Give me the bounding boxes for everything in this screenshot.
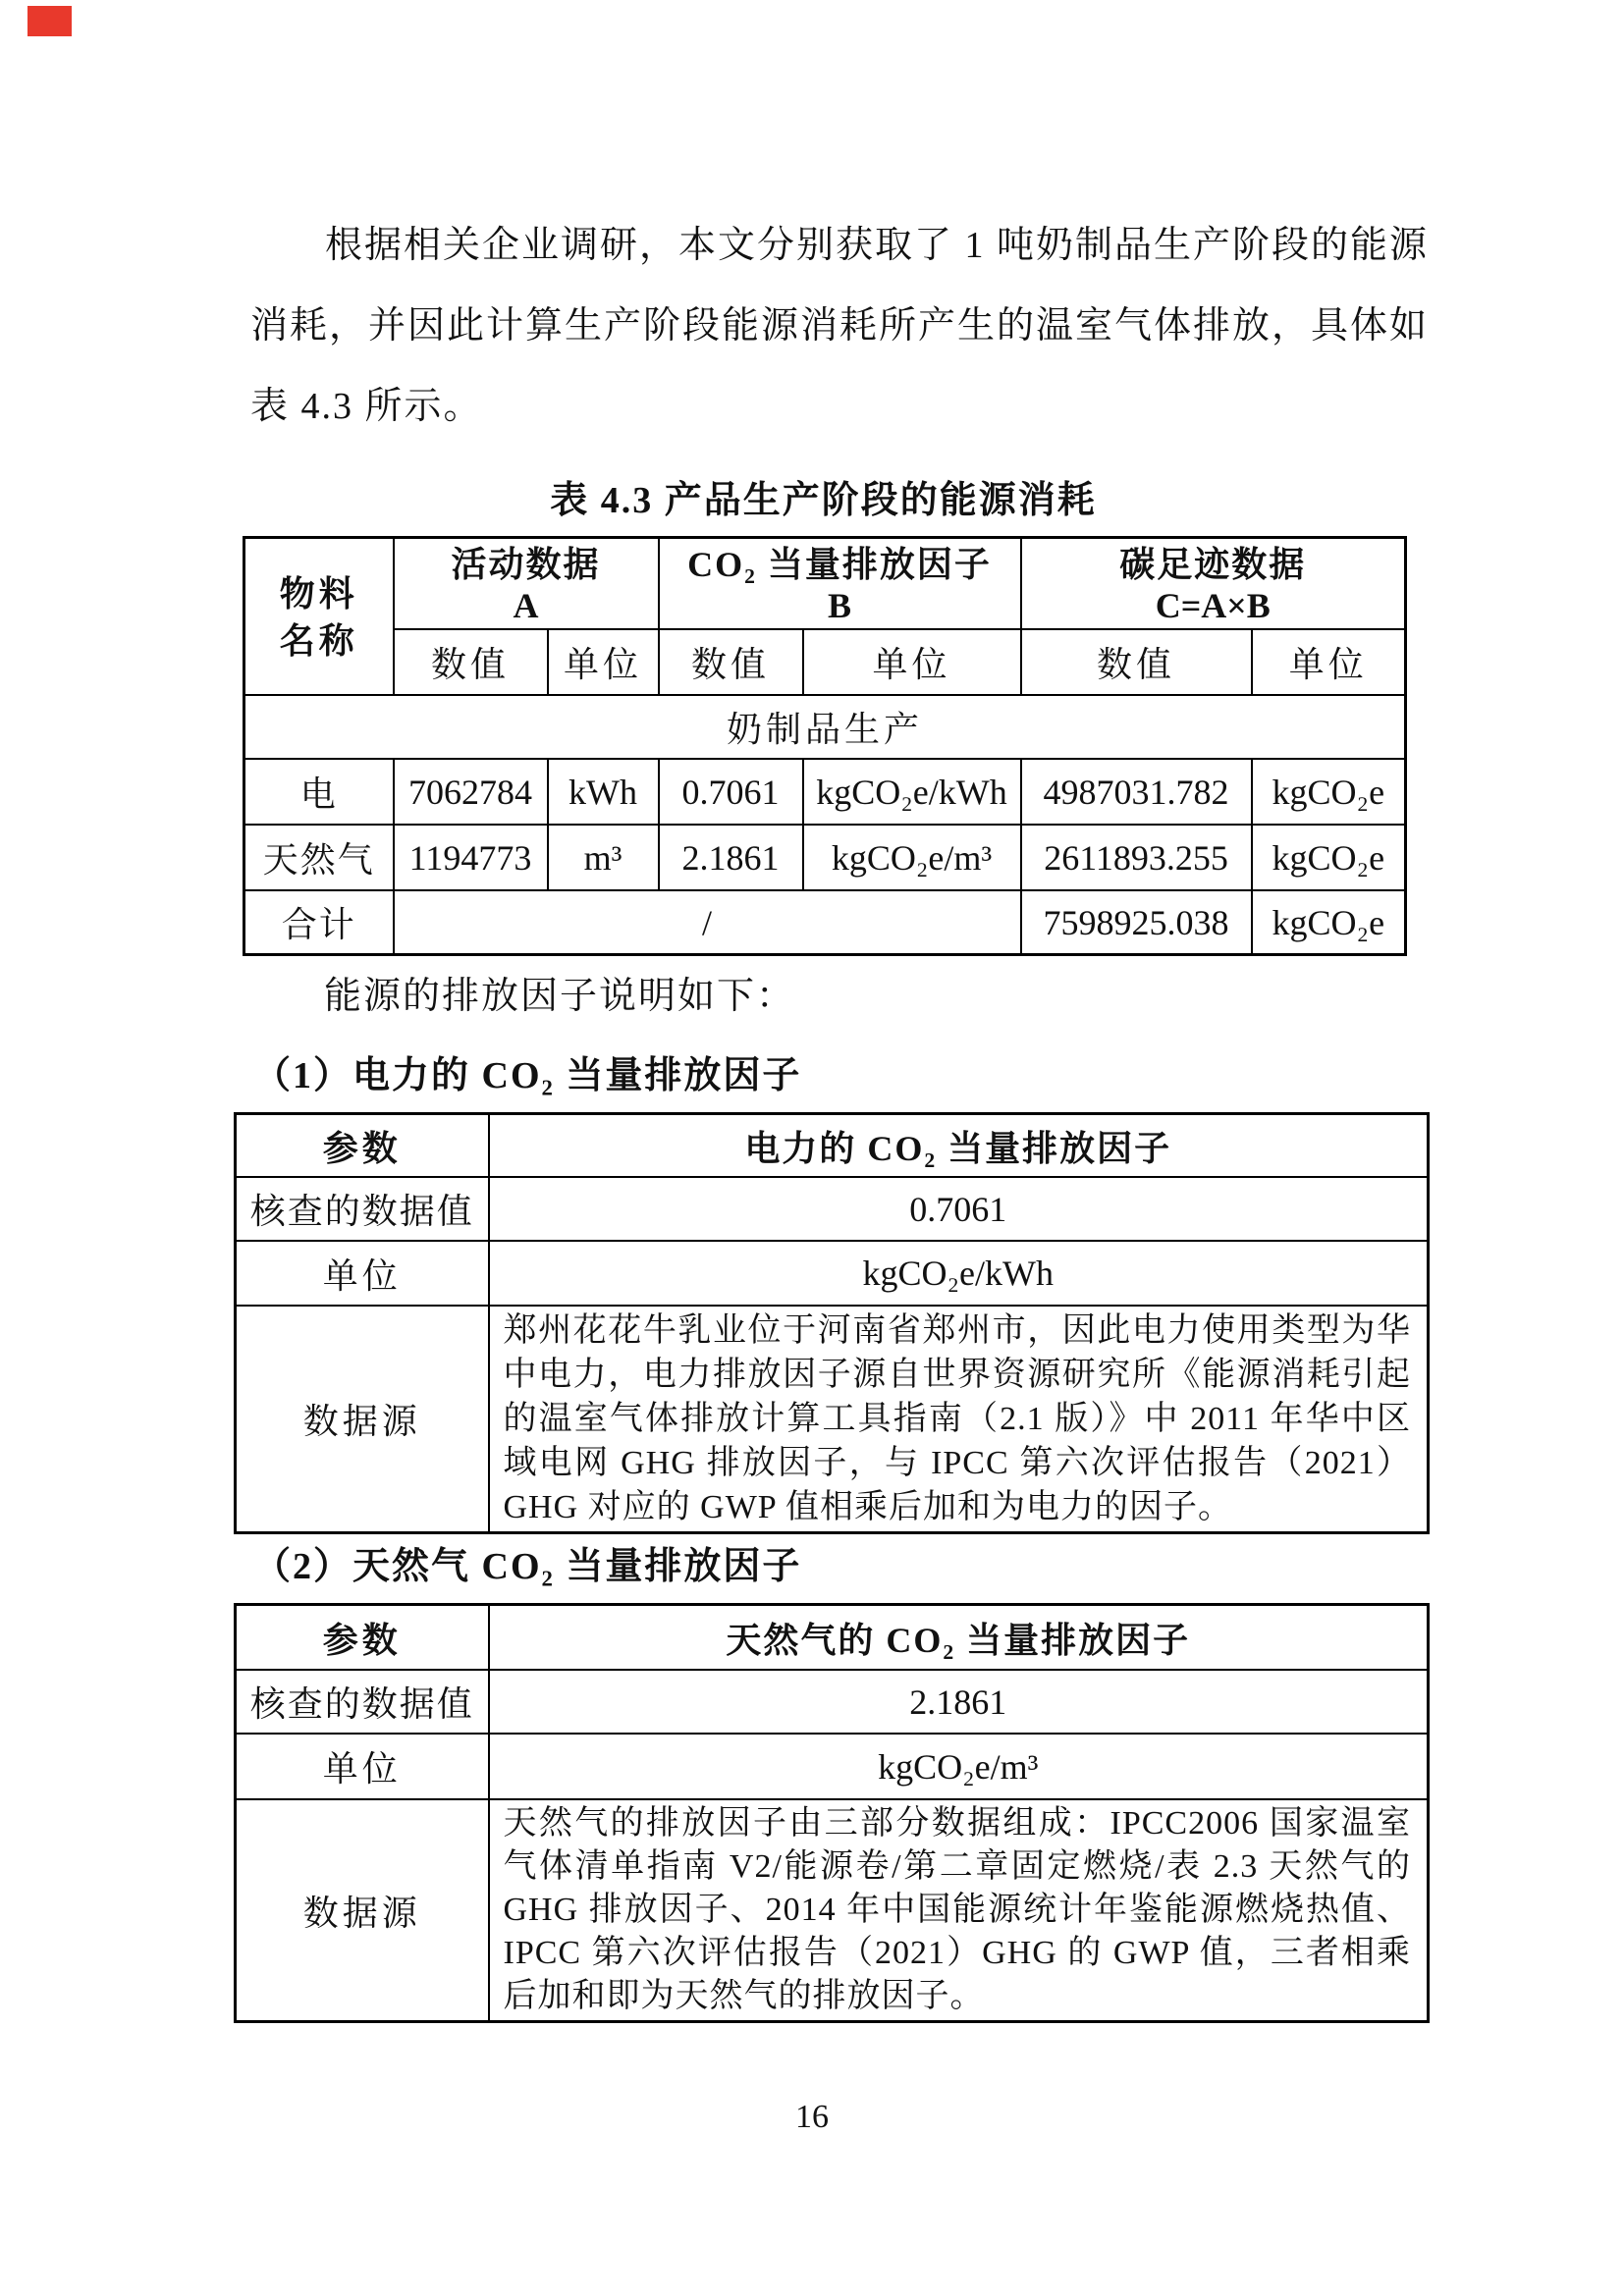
verified-value-label: 核查的数据值 — [236, 1670, 489, 1734]
total-label: 合计 — [244, 890, 394, 955]
header-footprint-data — [1021, 538, 1406, 630]
param-source-row — [236, 1799, 1429, 2022]
table-row-natural-gas — [244, 825, 1406, 890]
unit-value: kgCO₂e/m³ — [489, 1734, 1429, 1799]
corner-marker — [27, 6, 72, 36]
row-c-unit: kgCO₂e — [1252, 825, 1406, 890]
unit-label: 单位 — [236, 1734, 489, 1799]
row-a-value: 1194773 — [394, 825, 548, 890]
row-name: 天然气 — [244, 825, 394, 890]
subheader-value-c: 数值 — [1021, 629, 1252, 695]
param-label: 参数 — [236, 1114, 489, 1178]
header-co2-factor-title: CO₂ 当量排放因子 — [687, 544, 992, 584]
table-section-row — [244, 695, 1406, 759]
factors-note: 能源的排放因子说明如下： — [324, 976, 796, 1017]
row-a-value: 7062784 — [394, 759, 548, 825]
header-co2-factor — [659, 538, 1021, 630]
section-2-heading: （2）天然气 CO₂ 当量排放因子 — [253, 1546, 802, 1587]
subheader-value-b: 数值 — [659, 629, 803, 695]
param-header-row — [236, 1605, 1429, 1671]
energy-consumption-table — [243, 536, 1407, 956]
total-c-unit: kgCO₂e — [1252, 890, 1406, 955]
section-label: 奶制品生产 — [244, 695, 1406, 759]
verified-value-label: 核查的数据值 — [236, 1177, 489, 1241]
header-material-name — [244, 538, 394, 696]
row-a-unit: kWh — [548, 759, 659, 825]
data-source-label: 数据源 — [236, 1306, 489, 1533]
header-activity-data — [394, 538, 659, 630]
row-c-value: 2611893.255 — [1021, 825, 1252, 890]
row-b-unit: kgCO₂e/m³ — [803, 825, 1021, 890]
header-co2-factor-letter: B — [828, 585, 852, 625]
intro-line-2: 消耗，并因此计算生产阶段能源消耗所产生的温室气体排放，具体如 — [250, 305, 1430, 347]
row-b-unit: kgCO₂e/kWh — [803, 759, 1021, 825]
param-unit-row — [236, 1734, 1429, 1799]
param-header-row — [236, 1114, 1429, 1178]
row-b-value: 2.1861 — [659, 825, 803, 890]
header-footprint-data-letter: C=A×B — [1155, 585, 1271, 625]
param-unit-row — [236, 1241, 1429, 1306]
header-footprint-data-title: 碳足迹数据 — [1119, 544, 1307, 584]
unit-value: kgCO₂e/kWh — [489, 1241, 1429, 1306]
param-title: 天然气的 CO₂ 当量排放因子 — [489, 1605, 1429, 1671]
data-source-text: 郑州花花牛乳业位于河南省郑州市，因此电力使用类型为华中电力，电力排放因子源自世界资源研究所《能源消耗引起的温室气体排放计算工具指南（2.1 版）》中 2011 年华中区域电网 GHG 排放因子，与 IPCC 第六次评估报告（2021）GHG 对应的 GWP 值相乘后加和为电力的因子。 — [489, 1306, 1429, 1533]
table-row-electricity — [244, 759, 1406, 825]
row-name: 电 — [244, 759, 394, 825]
total-c-value: 7598925.038 — [1021, 890, 1252, 955]
unit-label: 单位 — [236, 1241, 489, 1306]
table-4-3-title: 表 4.3 产品生产阶段的能源消耗 — [550, 480, 1097, 521]
header-activity-data-title: 活动数据 — [451, 544, 601, 584]
row-c-value: 4987031.782 — [1021, 759, 1252, 825]
row-a-unit: m³ — [548, 825, 659, 890]
electricity-factor-table — [234, 1112, 1430, 1534]
row-b-value: 0.7061 — [659, 759, 803, 825]
param-value-row — [236, 1177, 1429, 1241]
subheader-unit-a: 单位 — [548, 629, 659, 695]
page-number: 16 — [795, 2099, 829, 2135]
intro-line-3: 表 4.3 所示。 — [250, 386, 483, 427]
subheader-unit-c: 单位 — [1252, 629, 1406, 695]
table-header-row-groups — [244, 538, 1406, 630]
total-merged-slash: / — [394, 890, 1021, 955]
header-material-line2: 名称 — [279, 621, 358, 661]
header-material-line1: 物料 — [279, 574, 358, 614]
param-title: 电力的 CO₂ 当量排放因子 — [489, 1114, 1429, 1178]
verified-value: 2.1861 — [489, 1670, 1429, 1734]
subheader-unit-b: 单位 — [803, 629, 1021, 695]
natural-gas-factor-table — [234, 1603, 1430, 2023]
table-row-total — [244, 890, 1406, 955]
verified-value: 0.7061 — [489, 1177, 1429, 1241]
row-c-unit: kgCO₂e — [1252, 759, 1406, 825]
subheader-value-a: 数值 — [394, 629, 548, 695]
param-source-row — [236, 1306, 1429, 1533]
header-activity-data-letter: A — [513, 585, 539, 625]
data-source-label: 数据源 — [236, 1799, 489, 2022]
intro-line-1: 根据相关企业调研，本文分别获取了 1 吨奶制品生产阶段的能源 — [325, 225, 1430, 266]
param-value-row — [236, 1670, 1429, 1734]
table-header-row-sub — [244, 629, 1406, 695]
data-source-text: 天然气的排放因子由三部分数据组成：IPCC2006 国家温室气体清单指南 V2/能源卷/第二章固定燃烧/表 2.3 天然气的 GHG 排放因子、2014 年中国能源统计年鉴能源燃烧热值、IPCC 第六次评估报告（2021）GHG 的 GWP 值，三者相乘后加和即为天然气的排放因子。 — [489, 1799, 1429, 2022]
param-label: 参数 — [236, 1605, 489, 1671]
intro-paragraph — [250, 205, 1430, 447]
section-1-heading: （1）电力的 CO₂ 当量排放因子 — [253, 1055, 802, 1096]
